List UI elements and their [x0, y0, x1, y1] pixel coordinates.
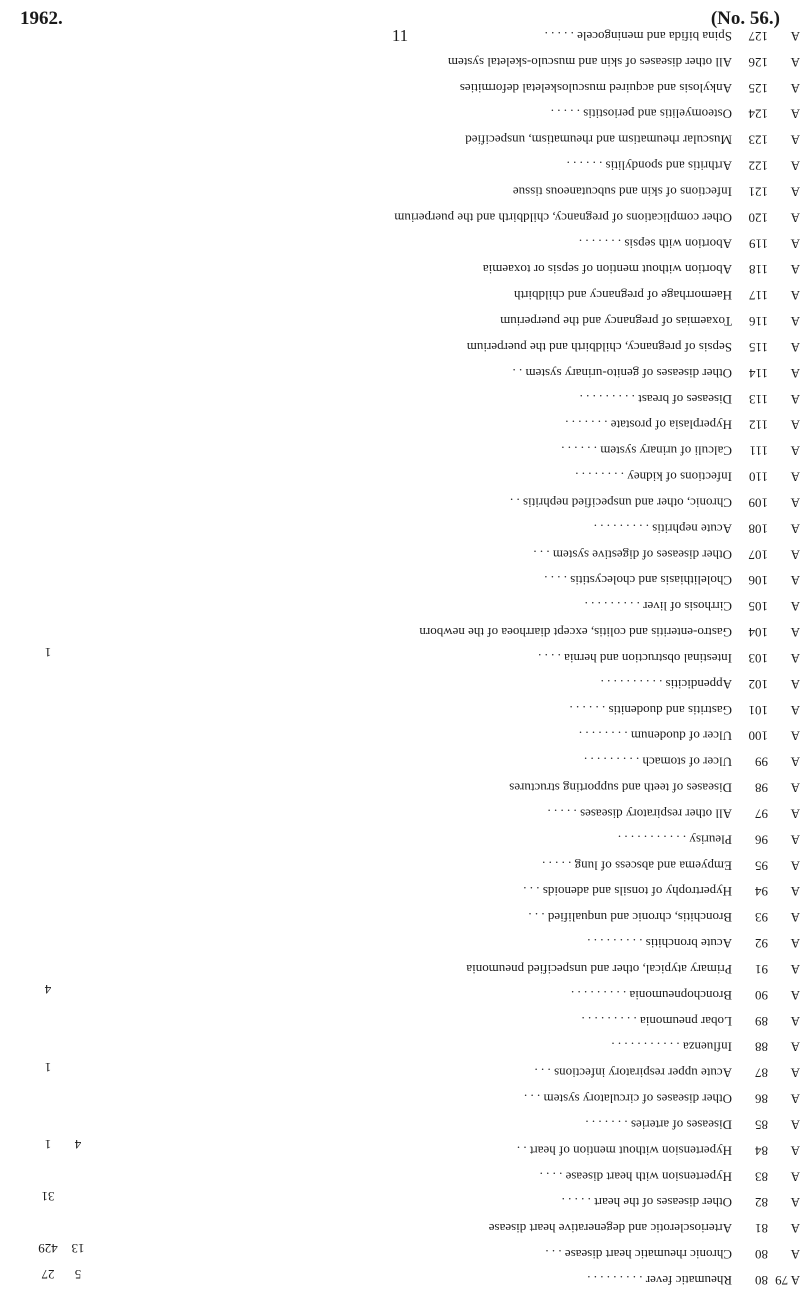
row-number: 113	[748, 391, 768, 407]
row-label: Muscular rheumatism and rheumatism, unspecified	[465, 132, 732, 148]
row-label: Other diseases of the heart . . . . .	[561, 1195, 732, 1211]
row-number: 111	[749, 443, 768, 459]
table-row	[560, 729, 800, 743]
row-code: A	[790, 884, 800, 900]
table-row	[533, 547, 800, 563]
row-number: 122	[748, 158, 768, 174]
row-code: A	[790, 806, 800, 822]
table-row	[539, 1169, 800, 1185]
table-cell: 1	[44, 1137, 52, 1153]
row-label: Cholelithiasis and cholecystitis . . . .	[544, 573, 732, 589]
row-label: Calculi of urinary system . . . . . .	[561, 443, 732, 459]
row-code: A	[790, 573, 800, 589]
row-code: A	[790, 650, 800, 666]
row-number: 104	[748, 625, 768, 641]
data-column	[70, 0, 90, 1302]
table-row	[394, 210, 800, 226]
row-label: Toxaemias of pregnancy and the puerperium	[500, 314, 732, 330]
table-row	[560, 1273, 800, 1287]
row-label: Rheumatic fever . . . . . . . . .	[587, 1273, 732, 1288]
table-row	[550, 106, 800, 122]
table-row	[560, 936, 800, 950]
row-number: 94	[755, 884, 768, 900]
table-cell: 13	[71, 1241, 85, 1257]
table-row	[560, 1195, 800, 1209]
table-row	[534, 1065, 800, 1081]
row-label: Acute nephritis . . . . . . . . .	[593, 521, 732, 537]
year-header: 1962.	[20, 8, 63, 29]
table-row	[459, 80, 800, 96]
issue-number: (No. 56.)	[710, 8, 780, 29]
row-number: 89	[755, 1013, 768, 1029]
row-code: A	[790, 936, 800, 952]
row-code: A	[790, 495, 800, 511]
row-number: 99	[755, 754, 768, 770]
row-number: 80	[755, 1247, 768, 1263]
row-code: A	[790, 262, 800, 278]
row-label: Abortion without mention of sepsis or toxaemia	[482, 262, 732, 278]
row-code: A	[790, 1143, 800, 1159]
table-cell: 429	[38, 1241, 58, 1257]
table-row	[524, 1091, 800, 1107]
row-code: A	[790, 80, 800, 96]
row-code: A	[790, 728, 800, 744]
row-label: Pleurisy . . . . . . . . . . .	[617, 832, 732, 848]
row-code: A	[790, 702, 800, 718]
row-number: 101	[748, 702, 768, 718]
table-row	[466, 339, 800, 355]
row-label: Empyema and abscess of lung . . . . .	[542, 858, 732, 874]
table-row	[482, 262, 800, 278]
row-code: A	[790, 132, 800, 148]
row-number: 92	[755, 936, 768, 952]
row-number: 116	[748, 314, 768, 330]
row-label: All other respiratory diseases . . . . .	[547, 806, 732, 822]
row-label: Influenza . . . . . . . . . . .	[611, 1039, 732, 1055]
row-label: Other diseases of digestive system . . .	[533, 547, 732, 563]
table-row	[544, 28, 800, 44]
row-code: A	[790, 987, 800, 1003]
row-code: A	[790, 339, 800, 355]
row-label: Hypertrophy of tonsils and adenoids . . .	[523, 884, 732, 900]
table-row	[538, 650, 800, 666]
row-code: A	[790, 443, 800, 459]
row-label: Spina bifida and meningocele . . . . .	[544, 28, 732, 44]
row-label: Lobar pneumonia . . . . . . . . .	[581, 1013, 732, 1029]
row-number: 83	[755, 1169, 768, 1185]
table-row	[545, 1247, 800, 1263]
row-label: Diseases of arteries . . . . . . .	[585, 1117, 732, 1133]
row-number: 126	[748, 54, 768, 70]
row-label: Infections of skin and subcutaneous tissue	[512, 184, 732, 200]
row-label: Arteriosclerotic and degenerative heart disease	[488, 1221, 732, 1237]
row-label: Appendicitis . . . . . . . . . .	[600, 676, 732, 692]
row-number: 108	[748, 521, 768, 537]
row-number: 103	[748, 650, 768, 666]
table-row	[560, 599, 800, 613]
row-label: Gastro-enteritis and colitis, except diarrhoea of the newborn	[419, 625, 732, 641]
row-code: A	[790, 391, 800, 407]
table-cell: 4	[44, 981, 52, 997]
table-row	[512, 184, 800, 200]
table-row	[516, 1143, 800, 1159]
row-number: 105	[748, 599, 768, 615]
row-number: 119	[748, 236, 768, 252]
table-row	[560, 703, 800, 717]
row-code: A	[790, 625, 800, 641]
table-row	[488, 1221, 800, 1237]
row-label: Abortion with sepsis . . . . . . .	[578, 236, 732, 252]
row-code: A	[790, 599, 800, 615]
row-code: A	[790, 28, 800, 44]
row-code: A 79	[775, 1273, 800, 1288]
table-cell: 4	[74, 1137, 82, 1153]
row-code: A	[790, 469, 800, 485]
row-labels	[394, 0, 800, 1302]
table-row	[560, 832, 800, 846]
row-code: A	[790, 288, 800, 304]
table-row	[523, 884, 800, 900]
row-code: A	[790, 780, 800, 796]
row-label: Cirrhosis of liver . . . . . . . . .	[584, 599, 732, 615]
row-label: Ulcer of duodenum . . . . . . . .	[578, 728, 732, 744]
row-number: 100	[748, 728, 768, 744]
row-code: A	[790, 184, 800, 200]
row-label: Other diseases of circulatory system . . .	[524, 1091, 732, 1107]
row-label: Sepsis of pregnancy, childbirth and the puerperium	[466, 339, 732, 355]
row-number: 81	[755, 1221, 768, 1237]
table-row	[544, 573, 800, 589]
row-number: 87	[755, 1065, 768, 1081]
row-label: Infections of kidney . . . . . . . .	[575, 469, 732, 485]
row-number: 125	[748, 80, 768, 96]
row-code: A	[790, 1247, 800, 1263]
row-code: A	[790, 547, 800, 563]
row-code: A	[790, 1065, 800, 1081]
row-label: Hyperplasia of prostate . . . . . . .	[565, 417, 732, 433]
row-number: 91	[755, 961, 768, 977]
row-label: Hypertension with heart disease . . . .	[539, 1169, 732, 1185]
table-row	[466, 961, 800, 977]
row-number: 85	[755, 1117, 768, 1133]
row-number: 120	[748, 210, 768, 226]
row-label: Primary atypical, other and unspecified pneumonia	[466, 961, 732, 977]
row-number: 110	[748, 469, 768, 485]
table-row	[560, 1117, 800, 1131]
row-code: A	[790, 210, 800, 226]
row-number: 123	[748, 132, 768, 148]
row-label: Chronic rheumatic heart disease . . .	[545, 1247, 732, 1263]
table-row	[560, 521, 800, 535]
row-code: A	[790, 54, 800, 70]
row-label: Arthritis and spondylitis . . . . . .	[566, 158, 732, 174]
row-code: A	[790, 676, 800, 692]
row-number: 95	[755, 858, 768, 874]
row-code: A	[790, 961, 800, 977]
row-number: 96	[755, 832, 768, 848]
row-label: Diseases of breast . . . . . . . . .	[579, 391, 732, 407]
row-label: Diseases of teeth and supporting structures	[509, 780, 732, 796]
table-row	[509, 780, 800, 796]
row-number: 98	[755, 780, 768, 796]
row-code: A	[790, 1091, 800, 1107]
row-label: Intestinal obstruction and hernia . . . .	[538, 650, 732, 666]
row-label: Hypertension without mention of heart . .	[516, 1143, 732, 1159]
data-column	[40, 0, 60, 1302]
row-code: A	[790, 365, 800, 381]
row-number: 127	[748, 28, 768, 44]
row-label: Bronchopneumonia . . . . . . . . .	[570, 987, 732, 1003]
row-label: Acute upper respiratory infections . . .	[534, 1065, 732, 1081]
row-number: 124	[748, 106, 768, 122]
table-row	[509, 495, 800, 511]
row-code: A	[790, 314, 800, 330]
row-number: 107	[748, 547, 768, 563]
row-label: Bronchitis, chronic and unqualified . . .	[528, 910, 732, 926]
row-code: A	[790, 521, 800, 537]
table-row	[560, 1040, 800, 1054]
row-number: 102	[748, 676, 768, 692]
row-code: A	[790, 1195, 800, 1211]
row-label: Gastritis and duodenitis . . . . . .	[569, 702, 732, 718]
row-code: A	[790, 754, 800, 770]
row-label: Haemorrhage of pregnancy and childbirth	[513, 288, 732, 304]
table-row	[500, 314, 800, 330]
table-row	[560, 418, 800, 432]
row-number: 80	[755, 1273, 768, 1288]
row-code: A	[790, 1013, 800, 1029]
row-number: 109	[748, 495, 768, 511]
row-number: 112	[748, 417, 768, 433]
table-row	[560, 470, 800, 484]
table-row	[419, 625, 800, 641]
row-number: 121	[748, 184, 768, 200]
row-number: 86	[755, 1091, 768, 1107]
table-row	[513, 288, 800, 304]
table-cell: 1	[44, 1059, 52, 1075]
row-number: 90	[755, 987, 768, 1003]
table-row	[560, 988, 800, 1002]
row-number: 106	[748, 573, 768, 589]
table-cell: 1	[44, 645, 52, 660]
table-row	[560, 159, 800, 173]
table-row	[560, 444, 800, 458]
row-code: A	[790, 158, 800, 174]
table-row	[465, 132, 800, 148]
row-code: A	[790, 236, 800, 252]
row-code: A	[790, 910, 800, 926]
table-row	[560, 677, 800, 691]
row-code: A	[790, 1039, 800, 1055]
row-label: Other diseases of genito-urinary system . .	[512, 365, 732, 381]
page-number: 11	[391, 26, 409, 45]
table-cell: 31	[41, 1189, 55, 1205]
table-row	[560, 236, 800, 250]
table-row	[542, 858, 800, 874]
row-label: Chronic, other and unspecified nephritis . .	[509, 495, 732, 511]
table-row	[547, 806, 800, 822]
row-code: A	[790, 832, 800, 848]
row-code: A	[790, 417, 800, 433]
row-label: Ankylosis and acquired musculoskeletal deformities	[459, 80, 732, 96]
row-number: 118	[748, 262, 768, 278]
table-row	[560, 1014, 800, 1028]
table-cell: 5	[74, 1267, 82, 1283]
table-row	[447, 54, 800, 70]
table-cell: 27	[41, 1267, 55, 1283]
row-number: 114	[748, 365, 768, 381]
row-code: A	[790, 1169, 800, 1185]
row-label: Other complications of pregnancy, childbirth and the puerperium	[394, 210, 732, 226]
row-code: A	[790, 858, 800, 874]
row-number: 115	[748, 339, 768, 355]
row-code: A	[790, 1221, 800, 1237]
row-number: 97	[755, 806, 768, 822]
row-number: 117	[748, 288, 768, 304]
row-label: Acute bronchitis . . . . . . . . .	[587, 936, 732, 952]
table-row	[560, 392, 800, 406]
row-number: 93	[755, 910, 768, 926]
row-label: Osteomyelitis and periostitis . . . . .	[550, 106, 732, 122]
row-code: A	[790, 106, 800, 122]
table-row	[512, 365, 800, 381]
table-row	[528, 910, 800, 926]
row-number: 88	[755, 1039, 768, 1055]
row-label: Ulcer of stomach . . . . . . . . .	[583, 754, 732, 770]
table-row	[560, 755, 800, 769]
row-label: All other diseases of skin and musculo-skeletal system	[447, 54, 732, 70]
row-number: 84	[755, 1143, 768, 1159]
row-code: A	[790, 1117, 800, 1133]
row-number: 82	[755, 1195, 768, 1211]
